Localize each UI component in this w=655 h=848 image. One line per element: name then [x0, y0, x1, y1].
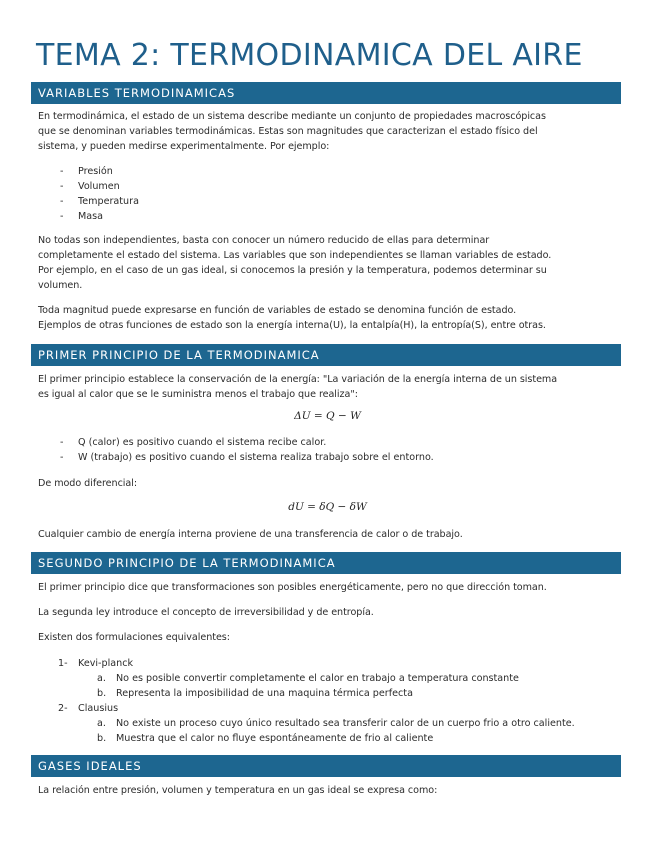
section-header-variables: VARIABLES TERMODINAMICAS [31, 82, 621, 104]
paragraph-line: De modo diferencial: [38, 478, 138, 489]
sub-item-letter: b. [97, 733, 107, 744]
list-item: Temperatura [78, 196, 139, 207]
paragraph-line: Por ejemplo, en el caso de un gas ideal, si conocemos la presión y la temperatura, podemos determinar su [38, 265, 547, 276]
section-header-gases: GASES IDEALES [31, 755, 621, 777]
sub-item: Representa la imposibilidad de una maquina térmica perfecta [116, 688, 413, 699]
paragraph-line: que se denominan variables termodinámicas. Estas son magnitudes que caracterizan el estado físico del [38, 126, 538, 137]
list-item: Kevi-planck [78, 658, 134, 669]
bullet-marker: - [60, 196, 64, 207]
sub-item: No es posible convertir completamente el calor en trabajo a temperatura constante [116, 673, 519, 684]
paragraph-line: En termodinámica, el estado de un sistema describe mediante un conjunto de propiedades macroscópicas [38, 111, 546, 122]
paragraph-line: El primer principio dice que transformaciones son posibles energéticamente, pero no que dirección toman. [38, 582, 547, 593]
bullet-marker: - [60, 166, 64, 177]
sub-item: No existe un proceso cuyo único resultado sea transferir calor de un cuerpo frio a otro caliente. [116, 718, 575, 729]
sub-item: Muestra que el calor no fluye espontáneamente de frio al caliente [116, 733, 434, 744]
bullet-marker: - [60, 211, 64, 222]
paragraph-line: es igual al calor que se le suministra menos el trabajo que realiza": [38, 389, 358, 400]
list-item: Masa [78, 211, 104, 222]
paragraph-line: volumen. [38, 280, 83, 291]
page-title: TEMA 2: TERMODINAMICA DEL AIRE [36, 38, 583, 73]
paragraph-line: El primer principio establece la conservación de la energía: "La variación de la energía interna de un sistema [38, 374, 558, 385]
bullet-marker: - [60, 452, 64, 463]
paragraph-line: La segunda ley introduce el concepto de irreversibilidad y de entropía. [38, 607, 374, 618]
equation-energy-balance: ΔU = Q − W [294, 410, 361, 422]
bullet-marker: - [60, 181, 64, 192]
paragraph-line: Cualquier cambio de energía interna proviene de una transferencia de calor o de trabajo. [38, 529, 463, 540]
paragraph-line: No todas son independientes, basta con conocer un número reducido de ellas para determinar [38, 235, 490, 246]
sub-item-letter: a. [97, 673, 106, 684]
paragraph-line: sistema, y pueden medirse experimentalmente. Por ejemplo: [38, 141, 330, 152]
list-number: 1- [58, 658, 68, 669]
list-item: W (trabajo) es positivo cuando el sistema realiza trabajo sobre el entorno. [78, 452, 434, 463]
equation-differential: dU = δQ − δW [288, 501, 367, 513]
paragraph-line: Existen dos formulaciones equivalentes: [38, 632, 230, 643]
bullet-marker: - [60, 437, 64, 448]
paragraph-line: La relación entre presión, volumen y temperatura en un gas ideal se expresa como: [38, 785, 438, 796]
list-item: Q (calor) es positivo cuando el sistema recibe calor. [78, 437, 327, 448]
section-header-primer: PRIMER PRINCIPIO DE LA TERMODINAMICA [31, 344, 621, 366]
list-item: Volumen [78, 181, 120, 192]
sub-item-letter: a. [97, 718, 106, 729]
sub-item-letter: b. [97, 688, 107, 699]
paragraph-line: Toda magnitud puede expresarse en función de variables de estado se denomina función de estado. [38, 305, 517, 316]
paragraph-line: Ejemplos de otras funciones de estado son la energía interna(U), la entalpía(H), la entropía(S), entre otras. [38, 320, 546, 331]
section-header-segundo: SEGUNDO PRINCIPIO DE LA TERMODINAMICA [31, 552, 621, 574]
list-item: Clausius [78, 703, 119, 714]
paragraph-line: completamente el estado del sistema. Las variables que son independientes se llaman variables de estado. [38, 250, 552, 261]
list-item: Presión [78, 166, 113, 177]
list-number: 2- [58, 703, 68, 714]
